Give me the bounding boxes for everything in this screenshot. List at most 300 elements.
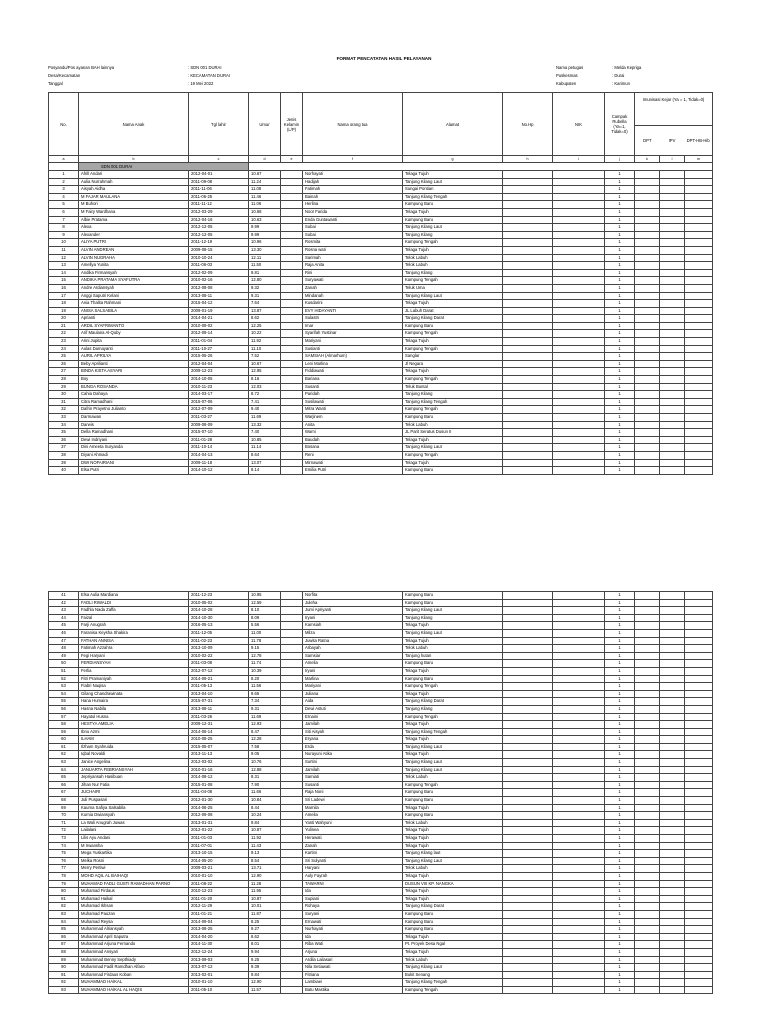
child-name-cell: Beby Aprilianti [79, 360, 189, 368]
nik-cell [553, 607, 605, 615]
dpt-hb-hib-cell [685, 986, 713, 994]
age-cell: 5.56 [249, 622, 281, 630]
row-number-cell: 60 [49, 736, 79, 744]
table-row [49, 178, 713, 186]
age-cell: 9.39 [249, 964, 281, 972]
birth-date-cell: 2013-10-09 [189, 645, 249, 653]
dpt-cell [635, 797, 660, 805]
table-row [49, 721, 713, 729]
ipv-cell [660, 330, 685, 338]
dpt-cell [635, 774, 660, 782]
nik-cell [553, 766, 605, 774]
table-row [49, 451, 713, 459]
ipv-cell [660, 865, 685, 873]
age-cell: 10.63 [249, 216, 281, 224]
dpt-hb-hib-cell [685, 979, 713, 987]
table-row [49, 667, 713, 675]
row-number-cell: 82 [49, 903, 79, 911]
birth-date-cell: 2014-04-13 [189, 451, 249, 459]
ipv-cell [660, 743, 685, 751]
ipv-cell [660, 835, 685, 843]
row-number-cell: 79 [49, 880, 79, 888]
address-cell: Tanjung Kilang Laut [403, 178, 503, 186]
table-row [49, 759, 713, 767]
campak-rubella-cell: 1 [605, 607, 635, 615]
ipv-cell [660, 812, 685, 820]
child-name-cell: Dewi Indriyani [79, 436, 189, 444]
dpt-hb-hib-cell [685, 964, 713, 972]
child-name-cell: Merry Pertiwi [79, 865, 189, 873]
nik-cell [553, 599, 605, 607]
meta-value: : Durai [612, 73, 625, 78]
birth-date-cell: 2011-10-27 [189, 345, 249, 353]
parent-name-cell: Nila Setiawati [303, 964, 403, 972]
parent-name-cell: Kamsiah [303, 622, 403, 630]
phone-cell [503, 622, 553, 630]
address-cell: Kampung Tengah [403, 406, 503, 414]
nik-cell [553, 964, 605, 972]
parent-name-cell: Enda Guntawanti [303, 216, 403, 224]
dpt-hb-hib-cell [685, 368, 713, 376]
age-cell: 9.94 [249, 948, 281, 956]
parent-name-cell: Amelia [303, 812, 403, 820]
dpt-hb-hib-cell [685, 467, 713, 475]
campak-rubella-cell: 1 [605, 622, 635, 630]
row-number-cell: 51 [49, 667, 79, 675]
birth-date-cell: 2013-10-15 [189, 850, 249, 858]
child-name-cell: Amellya Yunita [79, 262, 189, 270]
age-cell: 9.32 [249, 284, 281, 292]
phone-cell [503, 406, 553, 414]
dpt-hb-hib-cell [685, 690, 713, 698]
age-cell: 9.25 [249, 956, 281, 964]
campak-rubella-cell: 1 [605, 683, 635, 691]
nik-cell [553, 781, 605, 789]
nik-cell [553, 865, 605, 873]
col-letter: h [503, 156, 553, 163]
parent-name-cell: Rosna wati [303, 246, 403, 254]
parent-name-cell: Mariyani [303, 683, 403, 691]
nik-cell [553, 322, 605, 330]
nik-cell [553, 857, 605, 865]
dpt-cell [635, 690, 660, 698]
child-name-cell: DWI NOFAIRIANI [79, 459, 189, 467]
age-cell: 7.58 [249, 743, 281, 751]
address-cell: Tanjung Kilang Laut [403, 857, 503, 865]
dpt-cell [635, 683, 660, 691]
ipv-cell [660, 622, 685, 630]
birth-date-cell: 2012-01-22 [189, 827, 249, 835]
address-cell: Telaga Tujuh [403, 872, 503, 880]
dpt-cell [635, 607, 660, 615]
table-row [49, 292, 713, 300]
birth-date-cell: 2010-11-23 [189, 383, 249, 391]
sex-cell [281, 964, 303, 972]
birth-date-cell: 2011-03-26 [189, 713, 249, 721]
sex-cell [281, 322, 303, 330]
nik-cell [553, 705, 605, 713]
age-cell: 11.46 [249, 193, 281, 201]
sex-cell [281, 607, 303, 615]
phone-cell [503, 239, 553, 247]
address-cell: Tanjung Kilang Darat [403, 903, 503, 911]
table-row [49, 353, 713, 361]
table-row [49, 629, 713, 637]
phone-cell [503, 948, 553, 956]
parent-name-cell: Lambiaei [303, 979, 403, 987]
phone-cell [503, 774, 553, 782]
parent-name-cell: Mariyani [303, 338, 403, 346]
nik-cell [553, 652, 605, 660]
address-cell: Bukit Senang [403, 971, 503, 979]
address-cell: Kampung Baru [403, 216, 503, 224]
campak-rubella-cell: 1 [605, 171, 635, 179]
dpt-hb-hib-cell [685, 186, 713, 194]
address-cell: Sungai Pontian [403, 186, 503, 194]
address-cell: Tanjung Kilang Laut [403, 607, 503, 615]
dpt-cell [635, 391, 660, 399]
row-number-cell: 30 [49, 391, 79, 399]
campak-rubella-cell: 1 [605, 368, 635, 376]
dpt-hb-hib-cell [685, 622, 713, 630]
sex-cell [281, 759, 303, 767]
sex-cell [281, 224, 303, 232]
parent-name-cell: Warjinem [303, 414, 403, 422]
child-name-cell: Melka Rosni [79, 857, 189, 865]
table-row [49, 383, 713, 391]
ipv-cell [660, 231, 685, 239]
phone-cell [503, 789, 553, 797]
dpt-hb-hib-cell [685, 918, 713, 926]
ipv-cell [660, 857, 685, 865]
sex-cell [281, 391, 303, 399]
campak-rubella-cell: 1 [605, 629, 635, 637]
address-cell: Kampung Tengah [403, 713, 503, 721]
phone-cell [503, 231, 553, 239]
sex-cell [281, 171, 303, 179]
ipv-cell [660, 360, 685, 368]
birth-date-cell: 2009-03-21 [189, 865, 249, 873]
sex-cell [281, 383, 303, 391]
parent-name-cell: Suryawati [303, 277, 403, 285]
nik-cell [553, 910, 605, 918]
nik-cell [553, 186, 605, 194]
address-cell: Sanglar [403, 353, 503, 361]
dpt-cell [635, 592, 660, 600]
phone-cell [503, 451, 553, 459]
campak-rubella-cell: 1 [605, 895, 635, 903]
sex-cell [281, 743, 303, 751]
table-row [49, 645, 713, 653]
address-cell: Tanjung Kilang Laut [403, 629, 503, 637]
row-number-cell: 81 [49, 895, 79, 903]
dpt-hb-hib-cell [685, 660, 713, 668]
table-row [49, 683, 713, 691]
birth-date-cell: 2010-01-10 [189, 872, 249, 880]
phone-cell [503, 246, 553, 254]
dpt-hb-hib-cell [685, 850, 713, 858]
phone-cell [503, 910, 553, 918]
child-name-cell: Mega Yuskartika [79, 850, 189, 858]
dpt-hb-hib-cell [685, 436, 713, 444]
dpt-cell [635, 979, 660, 987]
address-cell: Tanjung Kilang Laut [403, 292, 503, 300]
dpt-hb-hib-cell [685, 193, 713, 201]
phone-cell [503, 315, 553, 323]
table-row [49, 315, 713, 323]
sex-cell [281, 736, 303, 744]
age-cell: 11.95 [249, 888, 281, 896]
dpt-hb-hib-cell [685, 903, 713, 911]
col-header-nama-anak: Nama Anak [79, 93, 189, 156]
dpt-cell [635, 406, 660, 414]
child-name-cell: Hasna Nabila [79, 705, 189, 713]
nik-cell [553, 429, 605, 437]
col-header-tgl-lahir: Tgl lahir [189, 93, 249, 156]
sex-cell [281, 277, 303, 285]
ipv-cell [660, 705, 685, 713]
dpt-cell [635, 629, 660, 637]
parent-name-cell: Mirnawati [303, 459, 403, 467]
address-cell: Telaga Tujuh [403, 827, 503, 835]
parent-name-cell: Arbayah [303, 645, 403, 653]
table-row [49, 269, 713, 277]
table-row [49, 781, 713, 789]
col-header-no-hp: No.Hp [503, 93, 553, 156]
dpt-hb-hib-cell [685, 353, 713, 361]
phone-cell [503, 262, 553, 270]
table-row [49, 254, 713, 262]
school-cell-empty [249, 163, 713, 171]
phone-cell [503, 683, 553, 691]
campak-rubella-cell: 1 [605, 398, 635, 406]
col-letter: j [605, 156, 635, 163]
table-row [49, 459, 713, 467]
table-row [49, 857, 713, 865]
campak-rubella-cell: 1 [605, 292, 635, 300]
dpt-cell [635, 986, 660, 994]
sex-cell [281, 246, 303, 254]
row-number-cell: 77 [49, 865, 79, 873]
table-row [49, 421, 713, 429]
sex-cell [281, 842, 303, 850]
campak-rubella-cell: 1 [605, 857, 635, 865]
row-number-cell: 2 [49, 178, 79, 186]
nik-cell [553, 224, 605, 232]
age-cell: 9.84 [249, 819, 281, 827]
dpt-hb-hib-cell [685, 751, 713, 759]
parent-name-cell: Susanti [303, 781, 403, 789]
dpt-cell [635, 421, 660, 429]
birth-date-cell: 2014-06-14 [189, 728, 249, 736]
sex-cell [281, 979, 303, 987]
birth-date-cell: 2011-07-01 [189, 842, 249, 850]
parent-name-cell: Aida [303, 698, 403, 706]
child-name-cell: Ilzham Syahruida [79, 743, 189, 751]
child-name-cell: Alexa [79, 224, 189, 232]
school-cell-empty [49, 163, 79, 171]
parent-name-cell: Jumi Apriyanti [303, 607, 403, 615]
sex-cell [281, 262, 303, 270]
col-header-imunisasi-kejar-group [635, 93, 713, 156]
address-cell: Tanjung Kilang Darat [403, 315, 503, 323]
address-cell: Telaga Tujuh [403, 338, 503, 346]
child-name-cell: Kurnia Dwiansyah [79, 812, 189, 820]
table-row [49, 751, 713, 759]
nik-cell [553, 888, 605, 896]
row-number-cell: 9 [49, 231, 79, 239]
birth-date-cell: 2010-01-16 [189, 766, 249, 774]
parent-name-cell: Samiati [303, 774, 403, 782]
row-number-cell: 36 [49, 436, 79, 444]
child-name-cell: Aprianti [79, 315, 189, 323]
ipv-cell [660, 872, 685, 880]
col-header-nama-orang-tua: Nama orang tua [303, 93, 403, 156]
nik-cell [553, 850, 605, 858]
dpt-cell [635, 277, 660, 285]
phone-cell [503, 186, 553, 194]
row-number-cell: 75 [49, 850, 79, 858]
sex-cell [281, 637, 303, 645]
address-cell: Kampung Baru [403, 910, 503, 918]
phone-cell [503, 292, 553, 300]
sex-cell [281, 201, 303, 209]
ipv-cell [660, 933, 685, 941]
address-cell: Tanjung Kilang [403, 705, 503, 713]
dpt-hb-hib-cell [685, 300, 713, 308]
col-letter: k [635, 156, 660, 163]
age-cell: 13.30 [249, 246, 281, 254]
campak-rubella-cell: 1 [605, 178, 635, 186]
ipv-cell [660, 683, 685, 691]
table-row [49, 948, 713, 956]
parent-name-cell: Siti Aisyah [303, 728, 403, 736]
phone-cell [503, 269, 553, 277]
child-name-cell: ANDIKA PRATAMA SYAFUTRA [79, 277, 189, 285]
child-name-cell: ANISA SALSABILA [79, 307, 189, 315]
child-name-cell: HESTYA AMELIA [79, 721, 189, 729]
child-name-cell: Lailalani [79, 827, 189, 835]
imunisasi-subheaders [635, 125, 712, 155]
nik-cell [553, 667, 605, 675]
campak-rubella-cell: 1 [605, 774, 635, 782]
age-cell: 13.87 [249, 307, 281, 315]
ipv-cell [660, 467, 685, 475]
birth-date-cell: 2012-03-02 [189, 759, 249, 767]
child-name-cell: Arif Maulana Al-Quby [79, 330, 189, 338]
birth-date-cell: 2015-07-31 [189, 698, 249, 706]
sex-cell [281, 819, 303, 827]
row-number-cell: 17 [49, 292, 79, 300]
table-row [49, 277, 713, 285]
ipv-cell [660, 216, 685, 224]
dpt-cell [635, 888, 660, 896]
dpt-cell [635, 698, 660, 706]
address-cell: Telaga Tujuh [403, 933, 503, 941]
address-cell: Kampung Tengah [403, 781, 503, 789]
ipv-cell [660, 292, 685, 300]
child-name-cell: ALVIN ANDREAN [79, 246, 189, 254]
dpt-hb-hib-cell [685, 269, 713, 277]
nik-cell [553, 459, 605, 467]
table-row [49, 637, 713, 645]
table-row [49, 728, 713, 736]
nik-cell [553, 376, 605, 384]
nik-cell [553, 645, 605, 653]
sex-cell [281, 292, 303, 300]
nik-cell [553, 736, 605, 744]
dpt-hb-hib-cell [685, 391, 713, 399]
birth-date-cell: 2014-09-21 [189, 675, 249, 683]
nik-cell [553, 979, 605, 987]
row-number-cell: 53 [49, 683, 79, 691]
age-cell: 12.90 [249, 979, 281, 987]
ipv-cell [660, 660, 685, 668]
nik-cell [553, 728, 605, 736]
campak-rubella-cell: 1 [605, 322, 635, 330]
birth-date-cell: 2010-01-10 [189, 979, 249, 987]
dpt-cell [635, 637, 660, 645]
dpt-cell [635, 964, 660, 972]
ipv-cell [660, 971, 685, 979]
nik-cell [553, 345, 605, 353]
child-name-cell: Fadhla Nada Zaffa [79, 607, 189, 615]
campak-rubella-cell: 1 [605, 675, 635, 683]
row-number-cell: 80 [49, 888, 79, 896]
child-name-cell: Iqbal Novaldi [79, 751, 189, 759]
nik-cell [553, 751, 605, 759]
row-number-cell: 15 [49, 277, 79, 285]
ipv-cell [660, 986, 685, 994]
phone-cell [503, 637, 553, 645]
address-cell: Telok Labuh [403, 819, 503, 827]
ipv-cell [660, 645, 685, 653]
sex-cell [281, 690, 303, 698]
campak-rubella-cell: 1 [605, 224, 635, 232]
table-row [49, 964, 713, 972]
row-number-cell: 72 [49, 827, 79, 835]
sex-cell [281, 888, 303, 896]
campak-rubella-cell: 1 [605, 819, 635, 827]
phone-cell [503, 645, 553, 653]
row-number-cell: 74 [49, 842, 79, 850]
campak-rubella-cell: 1 [605, 599, 635, 607]
address-cell: Telaga Tujuh [403, 721, 503, 729]
address-cell: Tanjung Kilang Darat [403, 698, 503, 706]
table-row [49, 933, 713, 941]
phone-cell [503, 850, 553, 858]
table-row [49, 652, 713, 660]
parent-name-cell: Noor Farida [303, 208, 403, 216]
nik-cell [553, 436, 605, 444]
nik-cell [553, 948, 605, 956]
nik-cell [553, 467, 605, 475]
dpt-cell [635, 444, 660, 452]
address-cell: Teluk Buntal [403, 383, 503, 391]
row-number-cell: 21 [49, 322, 79, 330]
dpt-cell [635, 284, 660, 292]
campak-rubella-cell: 1 [605, 254, 635, 262]
sex-cell [281, 660, 303, 668]
ipv-cell [660, 948, 685, 956]
dpt-cell [635, 675, 660, 683]
dpt-hb-hib-cell [685, 246, 713, 254]
address-cell: Telaga Tujuh [403, 804, 503, 812]
dpt-cell [635, 910, 660, 918]
birth-date-cell: 2011-01-03 [189, 835, 249, 843]
child-name-cell: Lilis Ayu Andani [79, 835, 189, 843]
parent-name-cell: Haryani [303, 865, 403, 873]
